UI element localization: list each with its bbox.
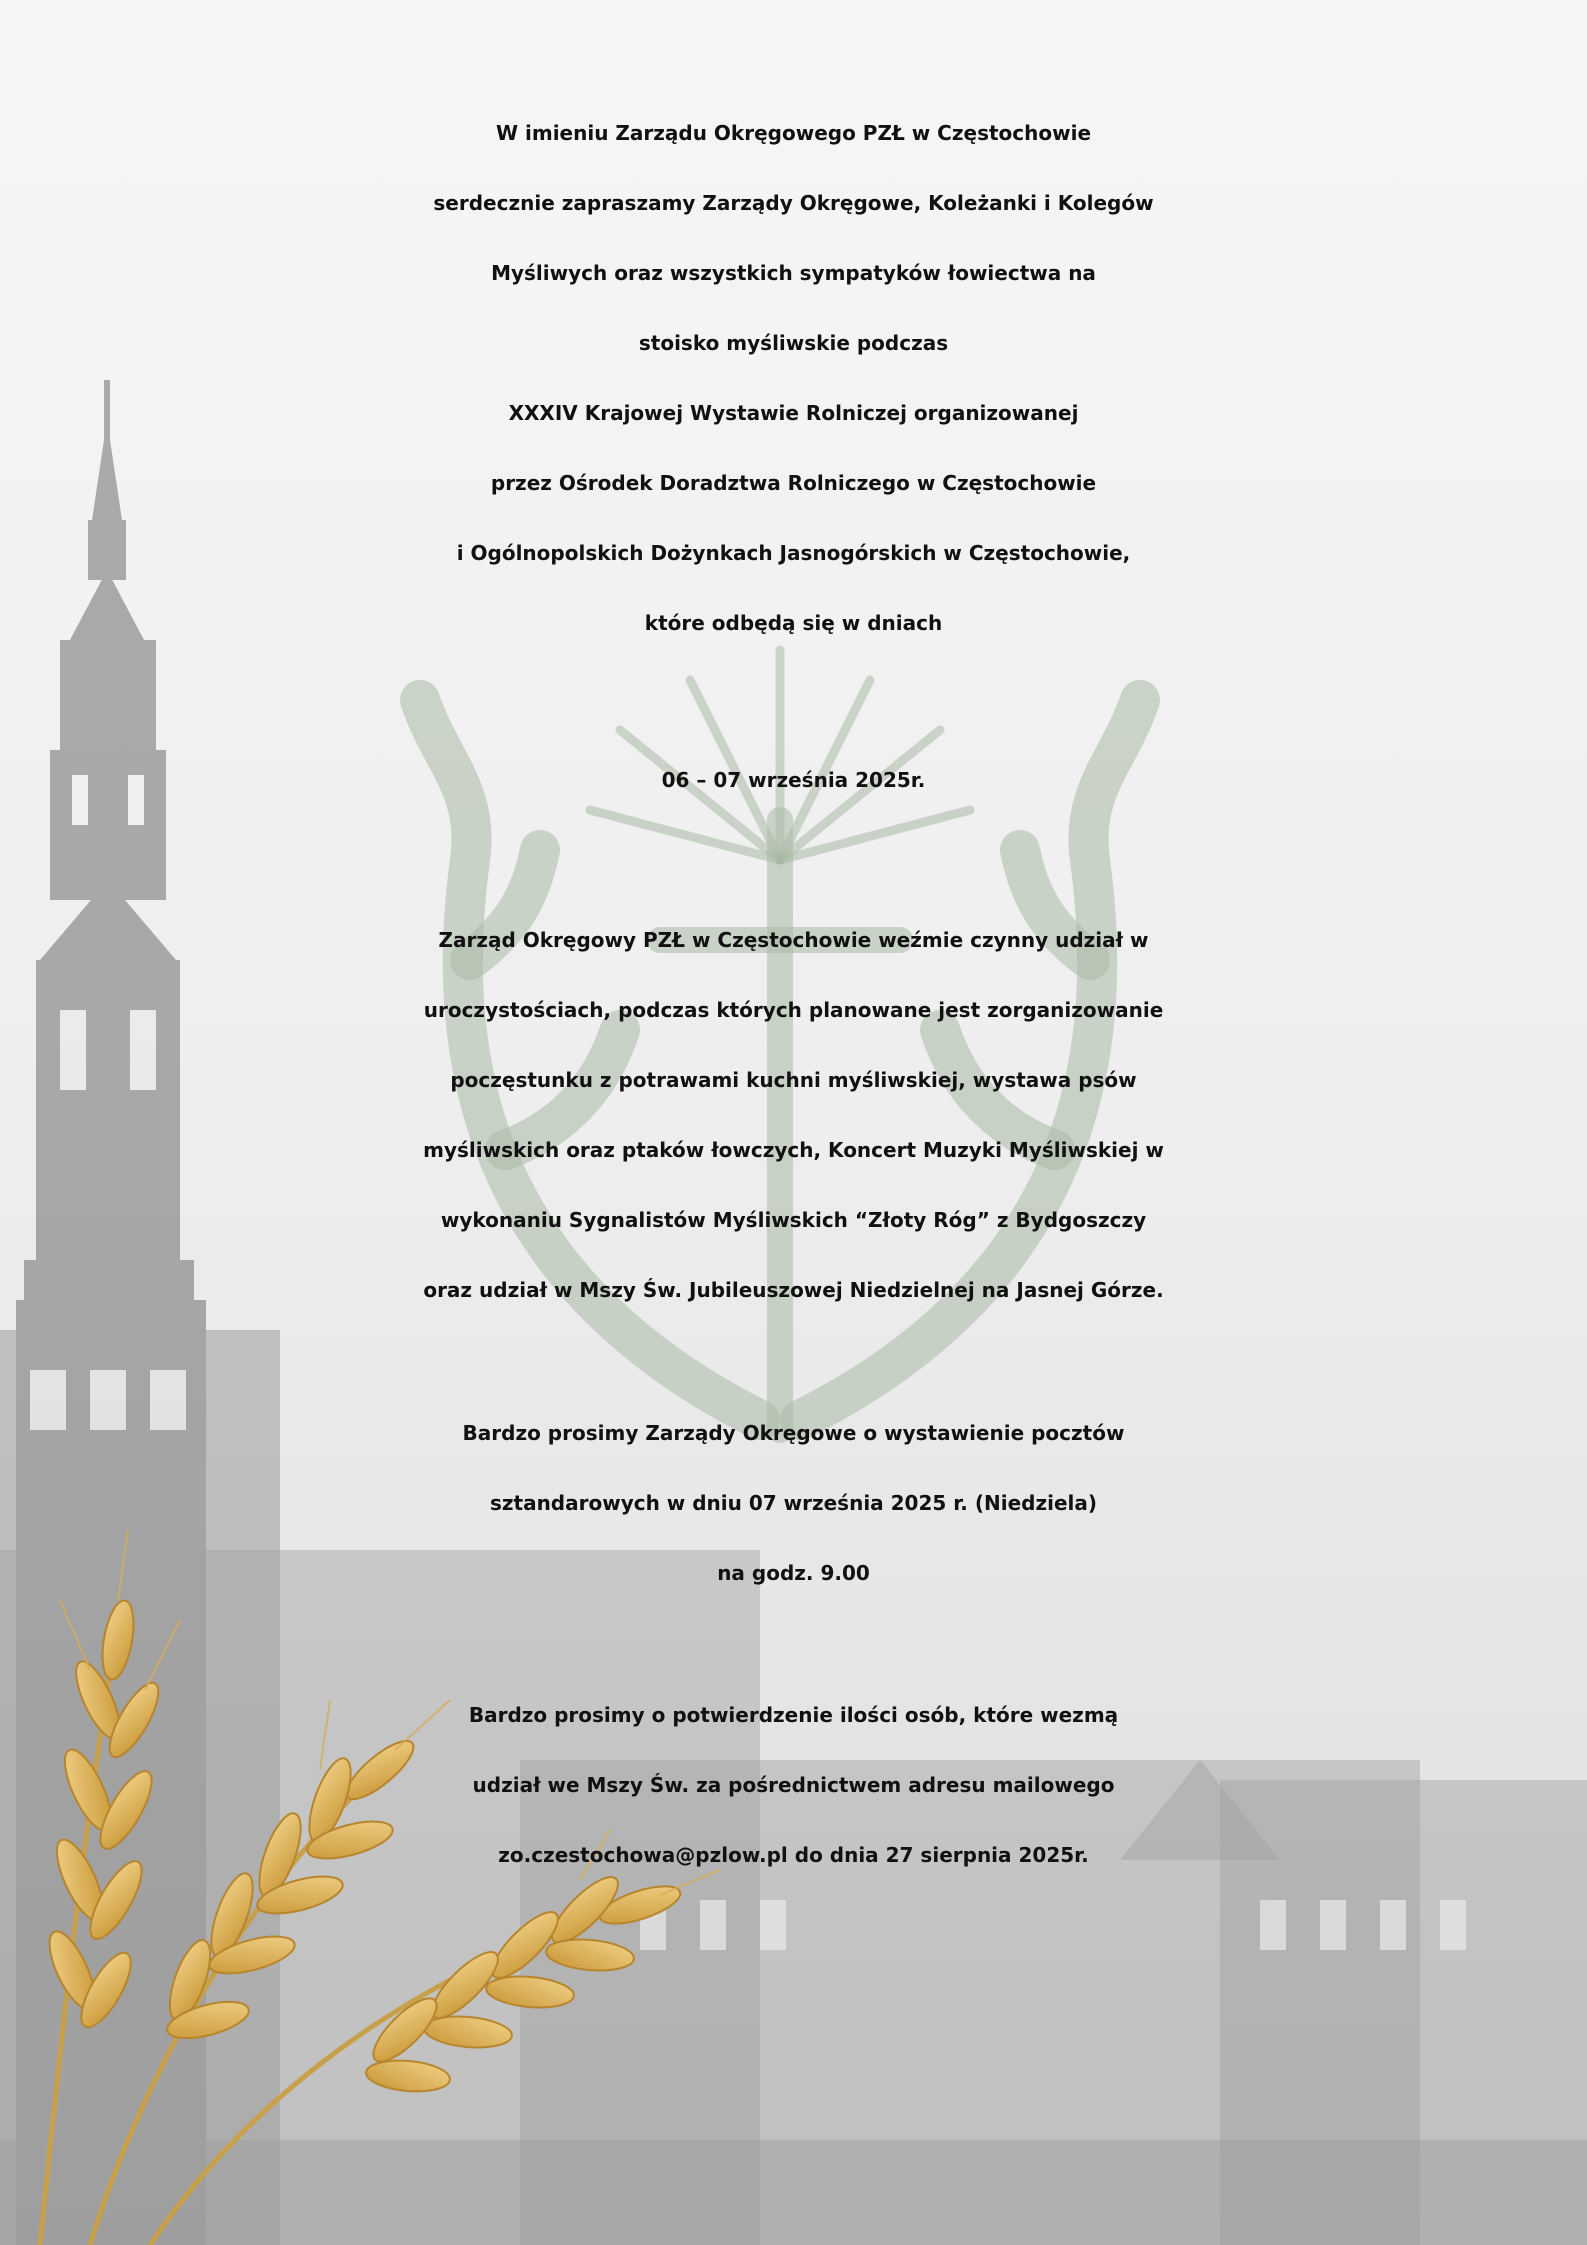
program-text xyxy=(0,905,1587,1325)
program-line: wykonaniu Sygnalistów Myśliwskich “Złoty Róg” z Bydgoszczy xyxy=(440,1208,1147,1232)
program-line: myśliwskich oraz ptaków łowczych, Koncert Muzyki Myśliwskiej w xyxy=(423,1138,1164,1162)
program-line: oraz udział w Mszy Św. Jubileuszowej Niedzielnej na Jasnej Górze. xyxy=(423,1278,1164,1302)
invitation-line: przez Ośrodek Doradztwa Rolniczego w Częstochowie xyxy=(490,471,1097,495)
event-date-heading xyxy=(0,735,1587,825)
invitation-line: które odbędą się w dniach xyxy=(644,611,943,635)
invitation-text xyxy=(0,98,1587,658)
standards-request-text xyxy=(0,1398,1587,1608)
invitation-line: W imieniu Zarządu Okręgowego PZŁ w Częstochowie xyxy=(495,121,1092,145)
standards-request-line: sztandarowych w dniu 07 września 2025 r. (Niedziela) xyxy=(489,1491,1098,1515)
invitation-line: stoisko myśliwskie podczas xyxy=(638,331,949,355)
standards-request-line: Bardzo prosimy Zarządy Okręgowe o wystawienie pocztów xyxy=(462,1421,1125,1445)
event-date: 06 – 07 września 2025r. xyxy=(661,768,926,792)
invitation-line: XXXIV Krajowej Wystawie Rolniczej organizowanej xyxy=(508,401,1079,425)
invitation-line: i Ogólnopolskich Dożynkach Jasnogórskich w Częstochowie, xyxy=(456,541,1131,565)
invitation-line: serdecznie zapraszamy Zarządy Okręgowe, Koleżanki i Kolegów xyxy=(433,191,1154,215)
confirmation-request-line: udział we Mszy Św. za pośrednictwem adresu mailowego xyxy=(472,1773,1115,1797)
confirmation-request-text xyxy=(0,1680,1587,1890)
confirmation-request-line: zo.czestochowa@pzlow.pl do dnia 27 sierpnia 2025r. xyxy=(498,1843,1089,1867)
program-line: uroczystościach, podczas których planowane jest zorganizowanie xyxy=(423,998,1164,1022)
standards-request-line: na godz. 9.00 xyxy=(717,1561,870,1585)
program-line: Zarząd Okręgowy PZŁ w Częstochowie weźmie czynny udział w xyxy=(438,928,1149,952)
invitation-line: Myśliwych oraz wszystkich sympatyków łowiectwa na xyxy=(491,261,1096,285)
confirmation-request-line: Bardzo prosimy o potwierdzenie ilości osób, które wezmą xyxy=(468,1703,1119,1727)
program-line: poczęstunku z potrawami kuchni myśliwskiej, wystawa psów xyxy=(450,1068,1137,1092)
